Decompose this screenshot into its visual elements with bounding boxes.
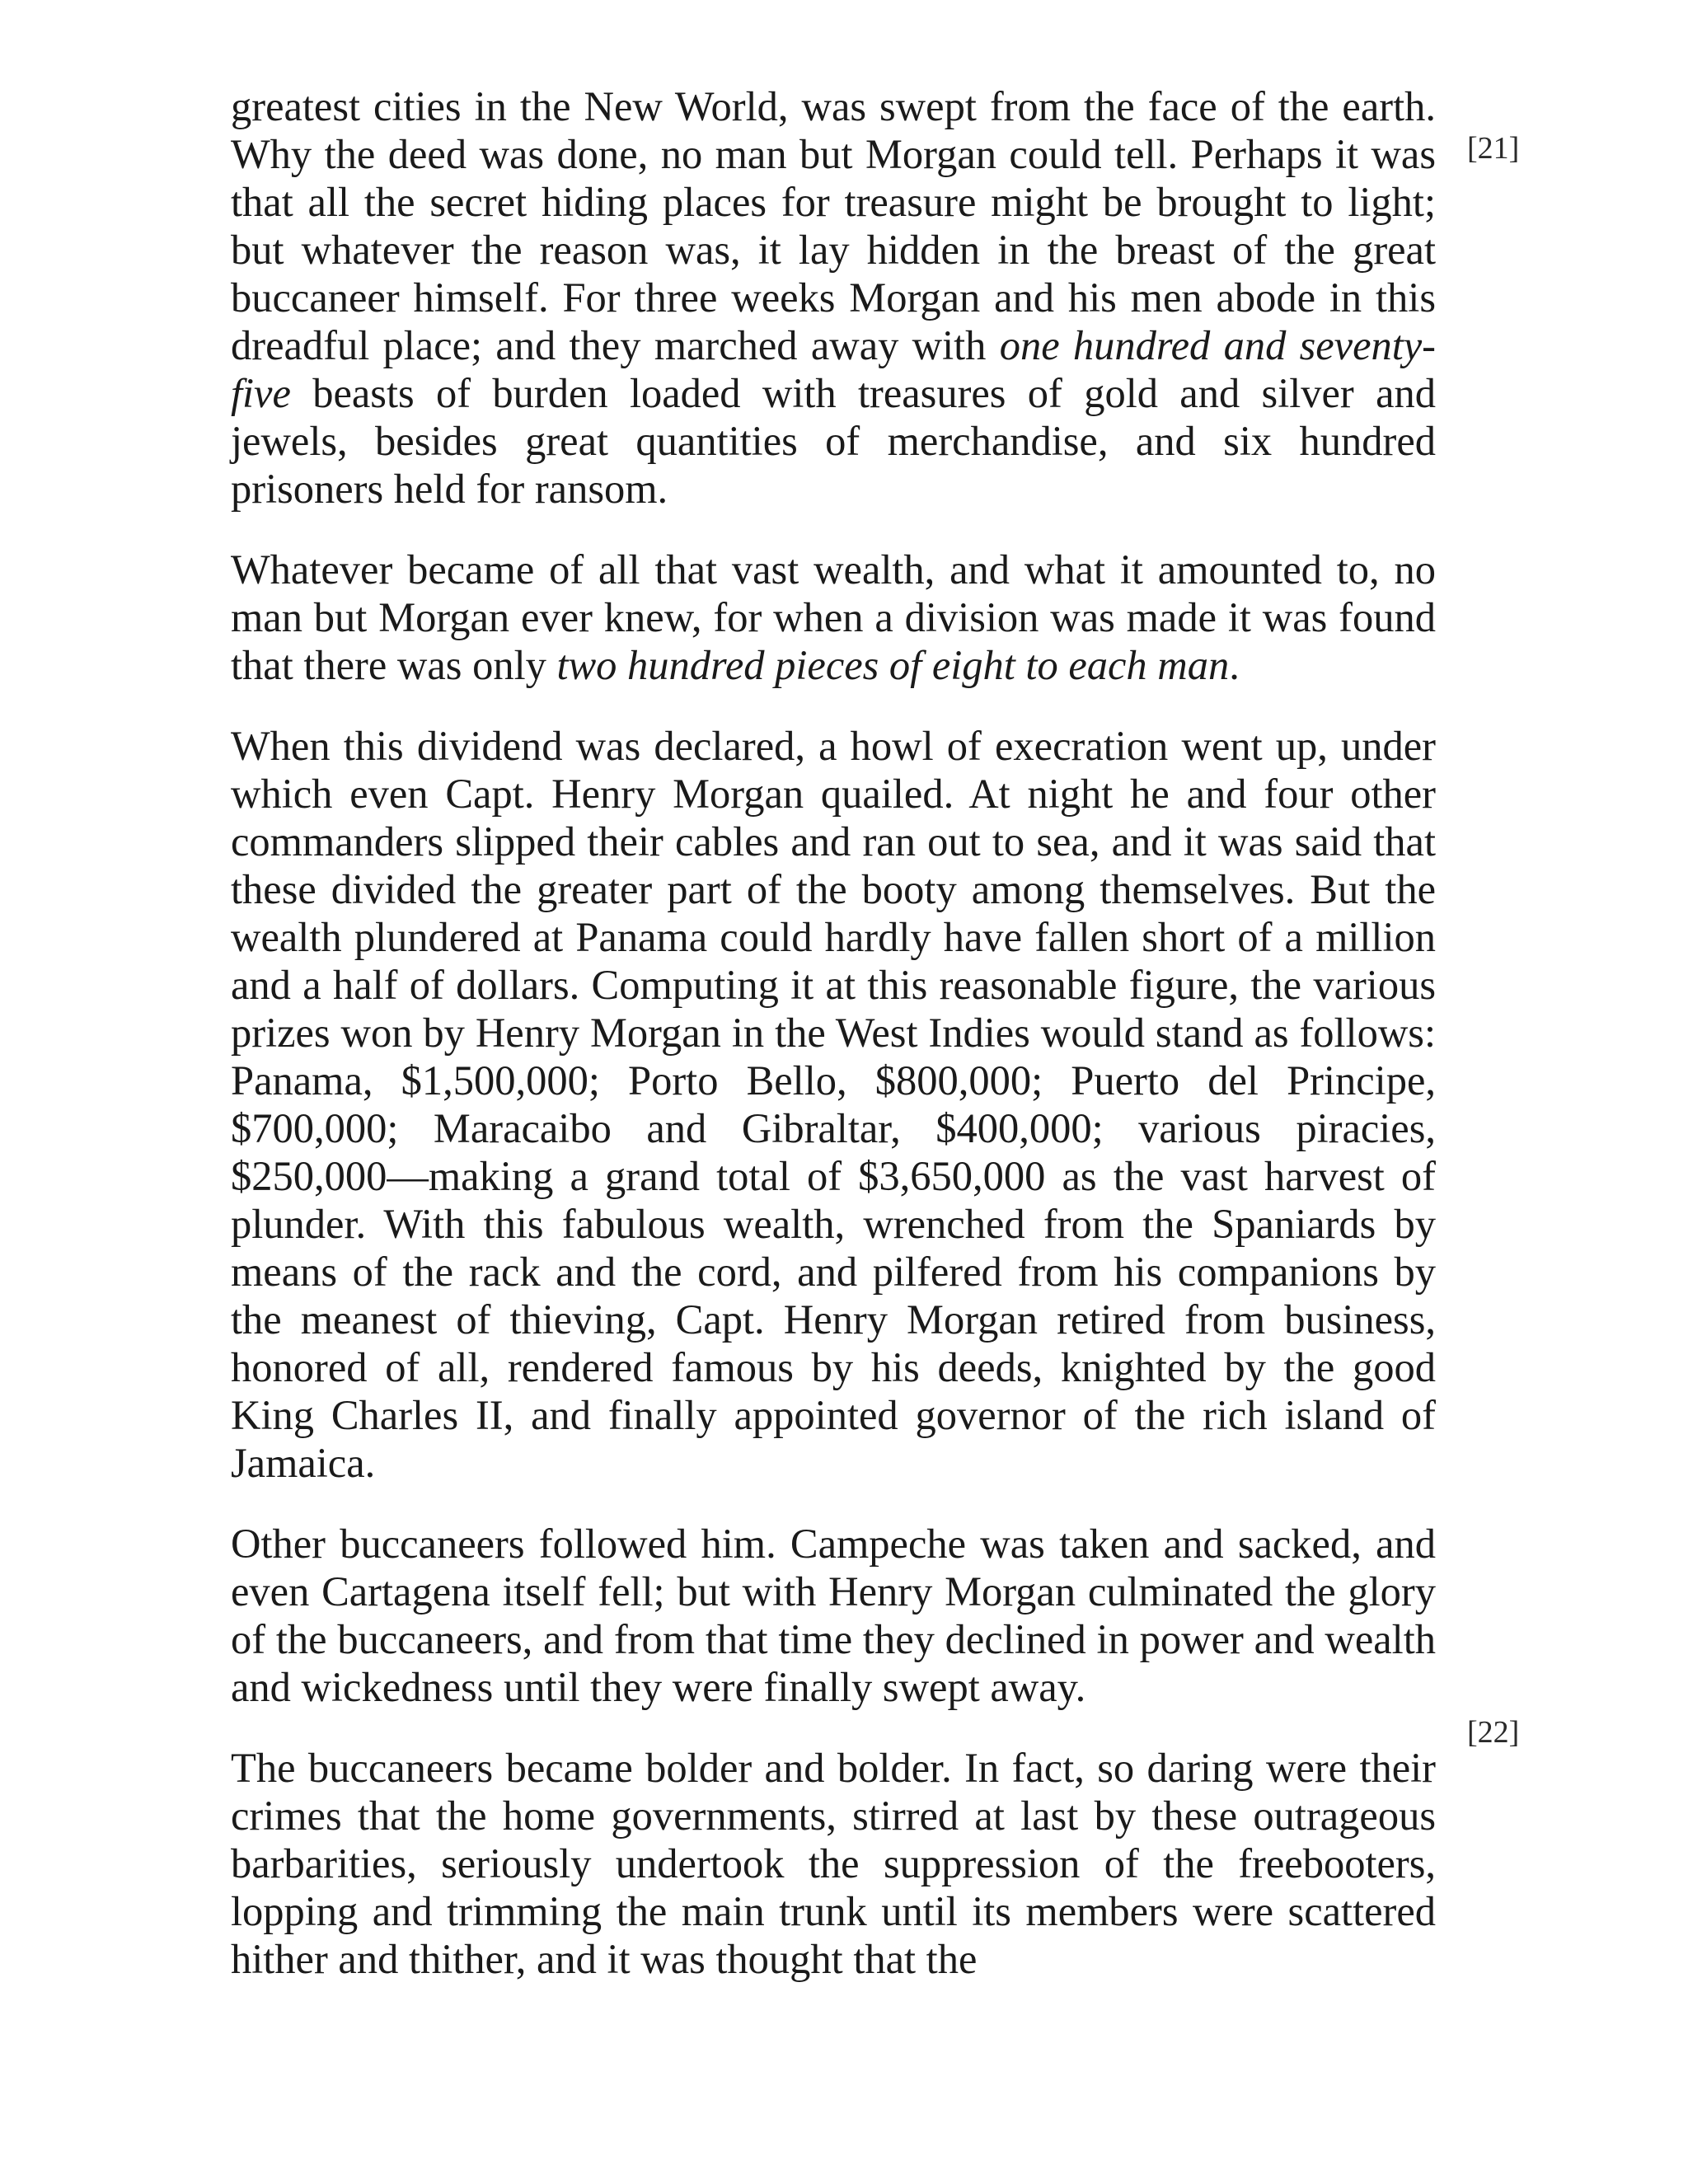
paragraph-2 xyxy=(231,546,1436,689)
body-text xyxy=(231,82,1436,2016)
paragraph-1 xyxy=(231,82,1436,513)
paragraph-2-part-1: Whatever became of all that vast wealth, and what it amounted to, no man but Morgan ever knew, for when a division was made it was found that there was only xyxy=(231,546,1436,688)
paragraph-1-italic: one hundred and seventy-five xyxy=(231,322,1436,416)
paragraph-1-part-2: beasts of burden loaded with treasures of gold and silver and jewels, besides great quantities of merchandise, and six hundred prisoners held for ransom. xyxy=(231,370,1436,512)
paragraph-2-italic: two hundred pieces of eight to each man xyxy=(556,642,1230,688)
paragraph-4: Other buccaneers followed him. Campeche was taken and sacked, and even Cartagena itself fell; but with Henry Morgan culminated the glory of the buccaneers, and from that time they declined in power and wealth and wickedness until they were finally swept away. xyxy=(231,1521,1436,1710)
page-number-21: [21] xyxy=(1467,131,1520,166)
paragraph-3: When this dividend was declared, a howl of execration went up, under which even Capt. Henry Morgan quailed. At night he and four other commanders slipped their cables and ran out to sea, and it was said that these divided the greater part of the booty among themselves. But the wealth plundered at Panama could hardly have fallen short of a million and a half of dollars. Computing it at this reasonable figure, the various prizes won by Henry Morgan in the West Indies would stand as follows: Panama, $1,500,000; Porto Bello, $800,000; Puerto del Principe, $700,000; Maracaibo and Gibraltar, $400,000; various piracies, $250,000—making a grand total of $3,650,000 as the vast harvest of plunder. With this fabulous wealth, wrenched from the Spaniards by means of the rack and the cord, and pilfered from his companions by the meanest of thieving, Capt. Henry Morgan retired from business, honored of all, rendered famous by his deeds, knighted by the good King Charles II, and finally appointed governor of the rich island of Jamaica. xyxy=(231,723,1436,1486)
paragraph-5: The buccaneers became bolder and bolder. In fact, so daring were their crimes that the home governments, stirred at last by these outrageous barbarities, seriously undertook the suppression of the freebooters, lopping and trimming the main trunk until its members were scattered hither and thither, and it was thought that the xyxy=(231,1745,1436,1982)
page-number-22: [22] xyxy=(1467,1715,1520,1750)
paragraph-2-part-2: . xyxy=(1229,642,1240,688)
paragraph-1-part-1: greatest cities in the New World, was swept from the face of the earth. Why the deed was done, no man but Morgan could tell. Perhaps it was that all the secret hiding places for treasure might be brought to light; but whatever the reason was, it lay hidden in the breast of the great buccaneer himself. For three weeks Morgan and his men abode in this dreadful place; and they marched away with xyxy=(231,83,1436,368)
